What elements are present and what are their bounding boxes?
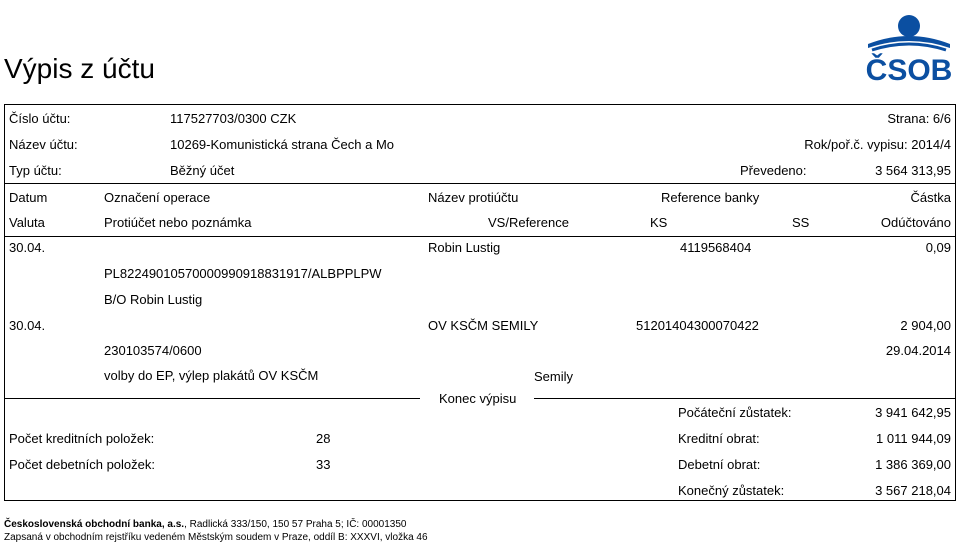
page-title: Výpis z účtu — [4, 53, 155, 84]
col-bank-ref: Reference banky — [661, 190, 760, 205]
tx2-vs: Semily — [534, 369, 574, 384]
account-type-value: Běžný účet — [170, 163, 235, 178]
tx1-note2: B/O Robin Lustig — [104, 292, 203, 307]
col-operation: Označení operace — [104, 190, 211, 205]
tx2-bank-ref: 51201404300070422 — [636, 318, 759, 333]
closing-balance-value: 3 567 218,04 — [875, 483, 951, 498]
footer-bank-info — [4, 519, 406, 531]
tx1-note1: PL82249010570000990918831917/ALBPPLPW — [104, 266, 382, 281]
csob-wave-logo-icon — [862, 8, 956, 84]
footer-registry: Zapsaná v obchodním rejstříku vedeném Městským soudem v Praze, oddíl B: XXXVI, vložka 46 — [4, 532, 428, 543]
tx1-bank-ref: 4119568404 — [680, 240, 752, 255]
logo-text: ČSOB — [865, 54, 953, 84]
end-divider-left — [4, 398, 420, 399]
col-vs: VS/Reference — [488, 215, 569, 230]
tx1-amount: 0,09 — [925, 240, 951, 255]
debit-turnover-label: Debetní obrat: — [678, 457, 761, 472]
account-name-value: 10269-Komunistická strana Čech a Mo — [170, 137, 395, 152]
col-amount: Částka — [910, 190, 951, 205]
credit-turnover-label: Kreditní obrat: — [678, 431, 760, 446]
tx1-date: 30.04. — [9, 240, 46, 255]
tx2-counter-account: 230103574/0600 — [104, 343, 202, 358]
tx2-amount: 2 904,00 — [900, 318, 951, 333]
header-divider — [4, 183, 956, 184]
tx2-note1: volby do EP, výlep plakátů OV KSČM — [104, 368, 319, 383]
credit-turnover-value: 1 011 944,09 — [876, 431, 951, 446]
col-value-date: Valuta — [9, 215, 45, 230]
account-no-value: 117527703/0300 CZK — [170, 111, 297, 126]
debit-count-label: Počet debetních položek: — [9, 457, 155, 472]
col-ss: SS — [792, 215, 810, 230]
col-date: Datum — [9, 190, 48, 205]
tx1-counter-name: Robin Lustig — [428, 240, 501, 255]
opening-balance-value: 3 941 642,95 — [875, 405, 951, 420]
closing-balance-label: Konečný zůstatek: — [678, 483, 785, 498]
debit-turnover-value: 1 386 369,00 — [875, 457, 951, 472]
opening-balance-label: Počáteční zůstatek: — [678, 405, 792, 420]
end-divider-right — [534, 398, 956, 399]
col-counter-name: Název protiúčtu — [428, 190, 519, 205]
transferred-value: 3 564 313,95 — [875, 163, 951, 178]
csob-logo — [862, 8, 956, 84]
columns-divider — [4, 236, 956, 237]
col-settled: Odúčtováno — [880, 215, 951, 230]
account-no-label: Číslo účtu: — [9, 111, 71, 126]
footer-bank-name: Československá obchodní banka, a.s. — [4, 519, 185, 530]
tx2-date: 30.04. — [9, 318, 46, 333]
account-type-label: Typ účtu: — [9, 163, 62, 178]
tx2-settled: 29.04.2014 — [885, 343, 951, 358]
col-ks: KS — [650, 215, 668, 230]
account-name-label: Název účtu: — [9, 137, 78, 152]
page-info: Strana: 6/6 — [887, 111, 951, 126]
col-counter-account: Protiúčet nebo poznámka — [104, 215, 252, 230]
credit-count-label: Počet kreditních položek: — [9, 431, 155, 446]
tx2-counter-name: OV KSČM SEMILY — [428, 318, 539, 333]
end-of-statement-label: Konec výpisu — [439, 391, 517, 406]
debit-count-value: 33 — [316, 457, 331, 472]
transferred-label: Převedeno: — [740, 163, 807, 178]
statement-number: Rok/poř.č. vypisu: 2014/4 — [804, 137, 951, 152]
footer-address: , Radlická 333/150, 150 57 Praha 5; IČ: 00001350 — [184, 519, 407, 530]
credit-count-value: 28 — [316, 431, 331, 446]
